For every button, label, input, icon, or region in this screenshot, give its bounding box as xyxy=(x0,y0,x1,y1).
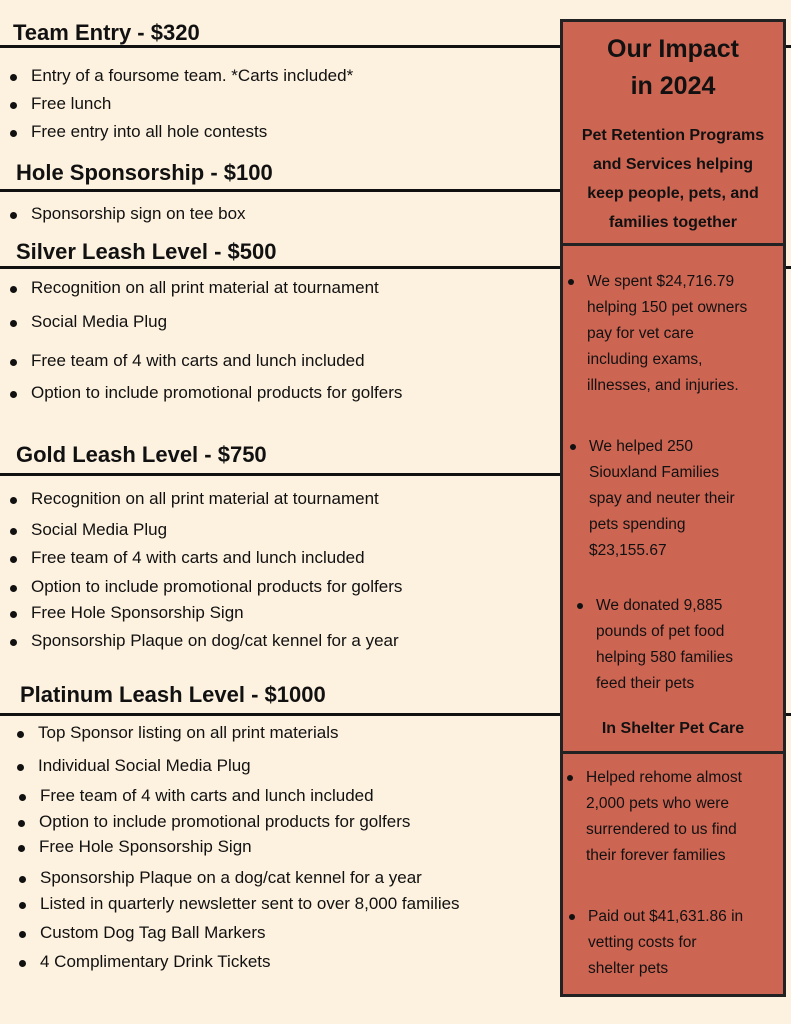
hole-sponsorship-heading: Hole Sponsorship - $100 xyxy=(16,160,273,185)
list-item: Option to include promotional products for golfers xyxy=(39,812,411,831)
list-item: Sponsorship Plaque on dog/cat kennel for a year xyxy=(31,631,399,650)
list-item: Top Sponsor listing on all print materials xyxy=(38,723,339,742)
team-entry-heading: Team Entry - $320 xyxy=(13,20,200,45)
platinum-heading: Platinum Leash Level - $1000 xyxy=(20,682,326,707)
impact-item: We helped 250 Siouxland Families spay and neuter their pets spending $23,155.67 xyxy=(589,434,735,564)
divider xyxy=(786,266,791,269)
divider xyxy=(0,189,560,192)
list-item: Social Media Plug xyxy=(31,312,168,331)
impact-subtitle: and Services helping xyxy=(592,156,754,173)
silver-heading: Silver Leash Level - $500 xyxy=(16,239,277,264)
impact-panel xyxy=(560,19,786,997)
list-item: Entry of a foursome team. *Carts included* xyxy=(31,66,354,85)
list-item: Free lunch xyxy=(31,94,112,113)
divider xyxy=(786,713,791,716)
list-item: Free team of 4 with carts and lunch included xyxy=(40,786,374,805)
divider xyxy=(0,45,560,48)
list-item: Recognition on all print material at tournament xyxy=(31,489,379,508)
list-item: Sponsorship Plaque on a dog/cat kennel for a year xyxy=(40,868,422,887)
list-item: Free team of 4 with carts and lunch included xyxy=(31,351,365,370)
list-item: Free Hole Sponsorship Sign xyxy=(39,837,252,856)
list-item: 4 Complimentary Drink Tickets xyxy=(40,952,271,971)
panel-divider xyxy=(563,751,783,754)
list-item: Social Media Plug xyxy=(31,520,168,539)
impact-title: Our Impact xyxy=(607,35,739,63)
impact-subtitle: families together xyxy=(608,214,738,231)
list-item: Listed in quarterly newsletter sent to over 8,000 families xyxy=(40,894,460,913)
gold-heading: Gold Leash Level - $750 xyxy=(16,442,267,467)
impact-item: We spent $24,716.79 helping 150 pet owners pay for vet care including exams, illnesses, and injuries. xyxy=(587,269,747,399)
list-item: Option to include promotional products for golfers xyxy=(31,383,403,402)
impact-subtitle: keep people, pets, and xyxy=(587,185,759,202)
divider xyxy=(786,45,791,48)
list-item: Free entry into all hole contests xyxy=(31,122,268,141)
impact-title-year: in 2024 xyxy=(630,72,716,100)
divider xyxy=(0,266,560,269)
impact-item: Helped rehome almost 2,000 pets who were surrendered to us find their forever families xyxy=(586,765,742,869)
list-item: Individual Social Media Plug xyxy=(38,756,251,775)
list-item: Recognition on all print material at tournament xyxy=(31,278,379,297)
impact-subtitle: Pet Retention Programs xyxy=(581,127,765,144)
shelter-heading: In Shelter Pet Care xyxy=(601,720,745,737)
divider xyxy=(0,473,560,476)
divider xyxy=(0,713,560,716)
impact-item: Paid out $41,631.86 in vetting costs for shelter pets xyxy=(588,904,743,982)
list-item: Sponsorship sign on tee box xyxy=(31,204,246,223)
list-item: Option to include promotional products for golfers xyxy=(31,577,403,596)
impact-item: We donated 9,885 pounds of pet food helping 580 families feed their pets xyxy=(596,593,733,697)
list-item: Custom Dog Tag Ball Markers xyxy=(40,923,266,942)
list-item: Free Hole Sponsorship Sign xyxy=(31,603,244,622)
list-item: Free team of 4 with carts and lunch included xyxy=(31,548,365,567)
panel-divider xyxy=(563,243,783,246)
